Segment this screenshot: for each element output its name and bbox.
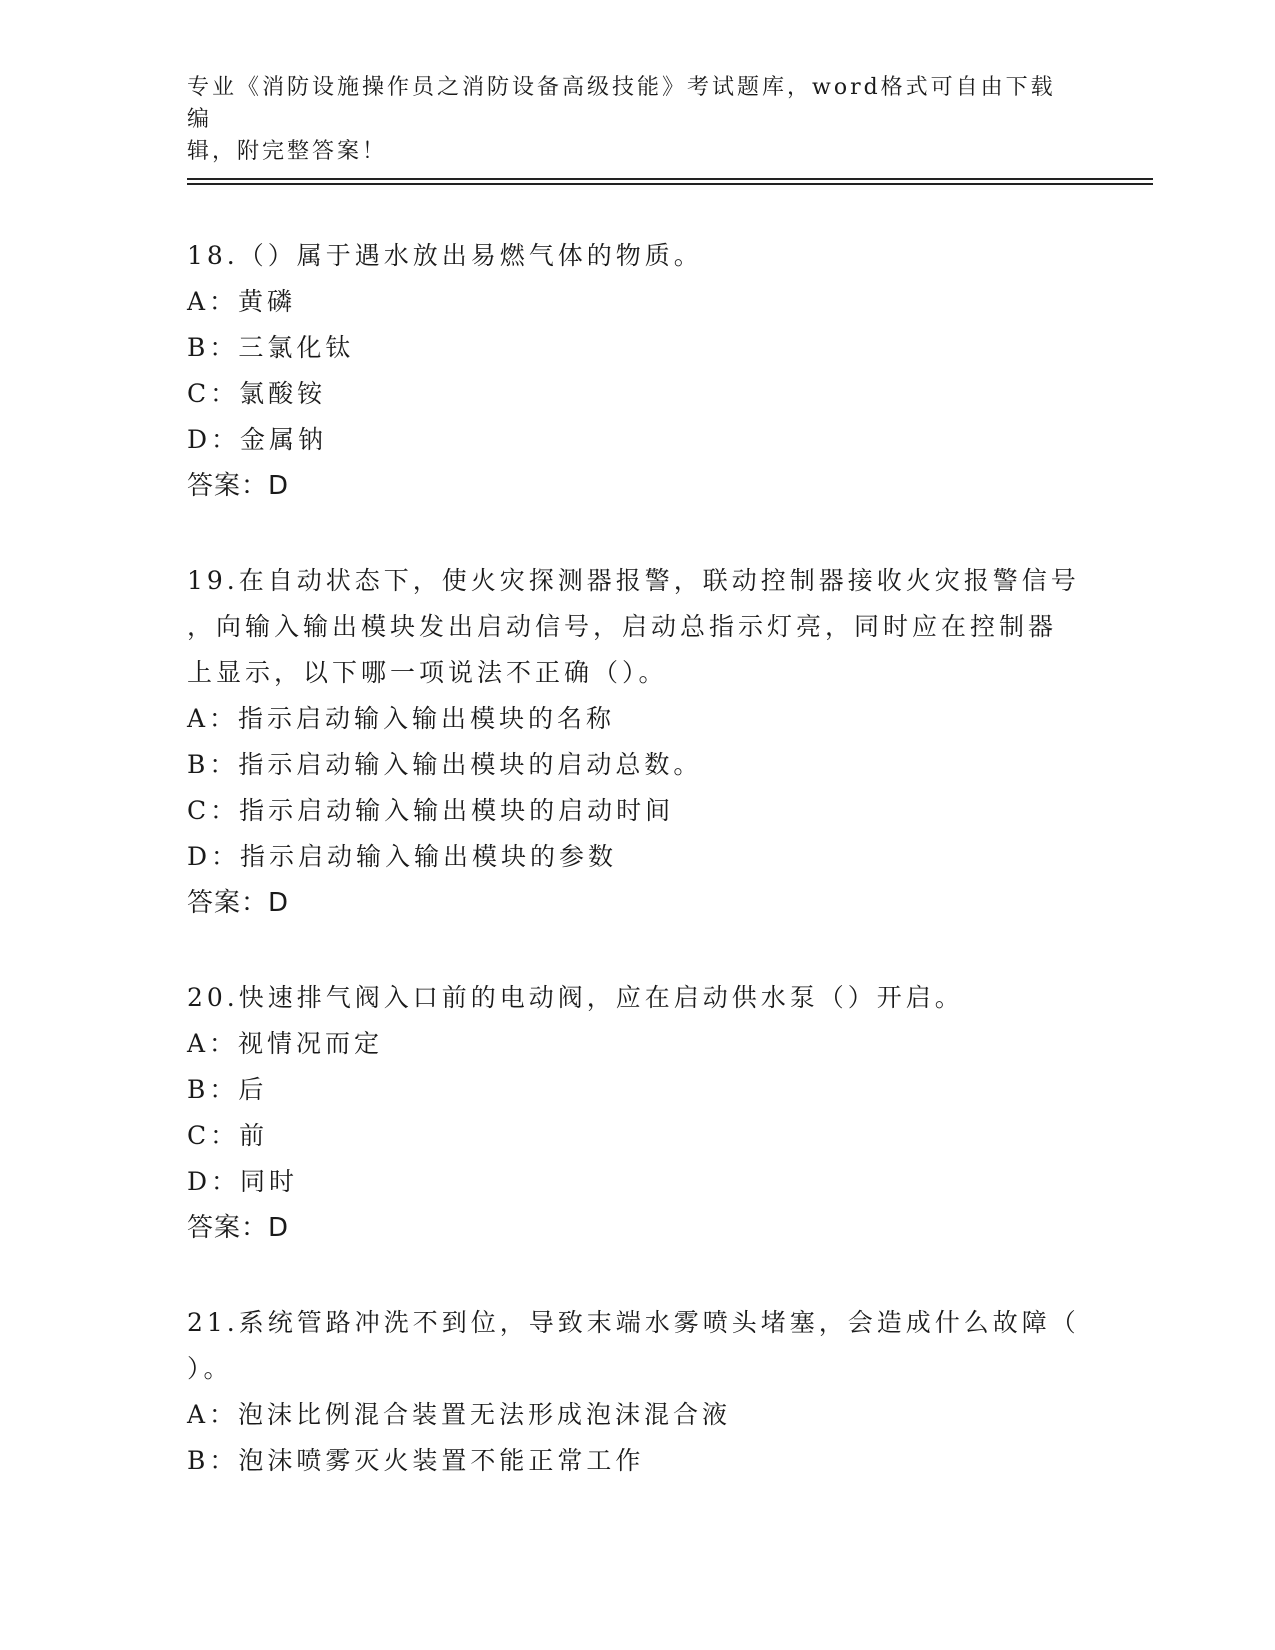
option-c: C：指示启动输入输出模块的启动时间 <box>187 796 675 825</box>
option-d: D：指示启动输入输出模块的参数 <box>187 842 618 871</box>
question-20 <box>187 975 1087 1251</box>
question-list <box>187 233 1087 1533</box>
stem-line: ，向输入输出模块发出启动信号，启动总指示灯亮，同时应在控制器 <box>187 612 1058 641</box>
option-b: B：后 <box>187 1075 268 1104</box>
answer: 答案：D <box>187 471 290 501</box>
option-b: B：泡沫喷雾灭火装置不能正常工作 <box>187 1446 645 1475</box>
stem-line: ）。 <box>187 1354 233 1383</box>
document-header <box>187 72 1067 168</box>
question-stem <box>187 233 1087 279</box>
answer: 答案：D <box>187 888 290 918</box>
stem-line: 19.在自动状态下，使火灾探测器报警，联动控制器接收火灾报警信号 <box>187 566 1080 595</box>
option-d: D：金属钠 <box>187 425 328 454</box>
question-18 <box>187 233 1087 509</box>
stem-line: 20.快速排气阀入口前的电动阀，应在启动供水泵（）开启。 <box>187 983 964 1012</box>
header-line-1: 专业《消防设施操作员之消防设备高级技能》考试题库，word格式可自由下载编 <box>187 75 1056 132</box>
option-c: C：氯酸铵 <box>187 379 327 408</box>
header-divider-top <box>187 178 1153 180</box>
header-line-2: 辑，附完整答案！ <box>187 139 388 164</box>
stem-line: 上显示，以下哪一项说法不正确（）。 <box>187 658 668 687</box>
header-divider-bottom <box>187 183 1153 185</box>
option-a: A：指示启动输入输出模块的名称 <box>187 704 616 733</box>
option-b: B：三氯化钛 <box>187 333 355 362</box>
option-b: B：指示启动输入输出模块的启动总数。 <box>187 750 703 779</box>
question-stem <box>187 1300 1087 1392</box>
question-21 <box>187 1300 1087 1484</box>
option-c: C：前 <box>187 1121 269 1150</box>
question-stem <box>187 558 1087 696</box>
option-a: A：黄磷 <box>187 287 297 316</box>
question-19 <box>187 558 1087 926</box>
stem-line: 21.系统管路冲洗不到位，导致末端水雾喷头堵塞，会造成什么故障（ <box>187 1308 1080 1337</box>
answer: 答案：D <box>187 1213 290 1243</box>
question-stem <box>187 975 1087 1021</box>
stem-line: 18.（）属于遇水放出易燃气体的物质。 <box>187 241 703 270</box>
option-a: A：泡沫比例混合装置无法形成泡沫混合液 <box>187 1400 732 1429</box>
option-a: A：视情况而定 <box>187 1029 384 1058</box>
option-d: D：同时 <box>187 1167 299 1196</box>
